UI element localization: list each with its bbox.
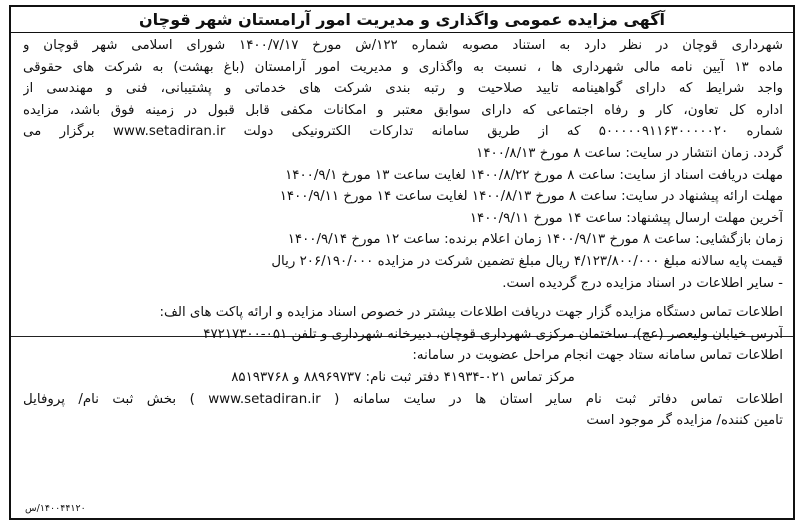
ad-body — [23, 35, 783, 432]
contact-line: اطلاعات تماس دفاتر ثبت نام سایر استان ها در سایت سامانه ( www.setadiran.ir ) بخش ثبت نام/ پروفایل — [23, 391, 783, 407]
body-line: شهرداری قوچان در نظر دارد به استناد مصوبه شماره ۱۲۲/ش مورخ ۱۴۰۰/۷/۱۷ شورای اسلامی شهر قوچان و — [23, 38, 783, 53]
final-deadline: آخرین مهلت ارسال پیشنهاد: ساعت ۱۴ مورخ ۱۴۰۰/۹/۱۱ — [469, 210, 783, 226]
document-deadline: مهلت دریافت اسناد از سایت: ساعت ۸ مورخ ۱۴۰۰/۸/۲۲ لغایت ساعت ۱۳ مورخ ۱۴۰۰/۹/۱ — [285, 167, 783, 183]
publish-time: گردد. زمان انتشار در سایت: ساعت ۸ مورخ ۱۴۰۰/۸/۱۳ — [476, 145, 783, 161]
body-line: اداره کل تعاون، کار و رفاه اجتماعی که دارای سوابق معتبر و امکانات مکفی قابل قبول در زمینه فوق باشد، مزایده — [23, 102, 783, 118]
contact-phones: مرکز تماس ۰۲۱-۴۱۹۳۴ دفتر ثبت نام: ۸۸۹۶۹۷۳۷ و ۸۵۱۹۳۷۶۸ — [231, 369, 575, 385]
contact-line: اطلاعات تماس دستگاه مزایده گزار جهت دریافت اطلاعات بیشتر در خصوص اسناد مزایده و ارائه پاکت های الف: — [159, 305, 783, 321]
opening-time: زمان بازگشایی: ساعت ۸ مورخ ۱۴۰۰/۹/۱۳ زمان اعلام برنده: ساعت ۱۲ مورخ ۱۴۰۰/۹/۱۴ — [287, 232, 783, 248]
ad-title: آگهی مزایده عمومی واگذاری و مدیریت امور آرامستان شهر قوچان — [139, 10, 665, 29]
ad-frame — [9, 5, 795, 520]
title-divider — [11, 32, 793, 33]
other-info: - سایر اطلاعات در اسناد مزایده درج گردیده است. — [502, 275, 783, 291]
base-price: قیمت پایه سالانه مبلغ ۴/۱۲۳/۸۰۰/۰۰۰ ریال مبلغ تضمین شرکت در مزایده ۲۰۶/۱۹۰/۰۰۰ ریال — [271, 253, 783, 269]
contact-line: اطلاعات تماس سامانه ستاد جهت انجام مراحل عضویت در سامانه: — [412, 348, 783, 364]
body-line: ماده ۱۳ آیین نامه مالی شهرداری ها ، نسبت به واگذاری و مدیریت امور آرامستان (باغ بهشت) به شرکت های حقوقی — [23, 59, 783, 75]
body-line: واجد شرایط که دارای گواهینامه تایید صلاحیت و رتبه بندی شرکت های خدماتی و پشتیبانی، فنی و مهندسی از — [23, 81, 783, 97]
body-line: شماره ۵۰۰۰۰۰۹۱۱۶۳۰۰۰۰۰۲۰ که از طریق سامانه تدارکات الکترونیکی دولت www.setadiran.ir برگزار می — [23, 124, 783, 140]
ad-code: ۱۴۰۰۴۴۱۲۰/س — [25, 503, 86, 514]
contact-line: تامین کننده/ مزایده گر موجود است — [586, 413, 783, 429]
contact-address: آدرس خیابان ولیعصر (عج)، ساختمان مرکزی شهرداری قوچان، دبیرخانه شهرداری و تلفن ۰۵۱-۴۷۲۱۷۳۰۰ — [203, 326, 783, 342]
proposal-deadline: مهلت ارائه پیشنهاد در سایت: ساعت ۸ مورخ ۱۴۰۰/۸/۱۳ لغایت ساعت ۱۴ مورخ ۱۴۰۰/۹/۱۱ — [279, 189, 783, 205]
